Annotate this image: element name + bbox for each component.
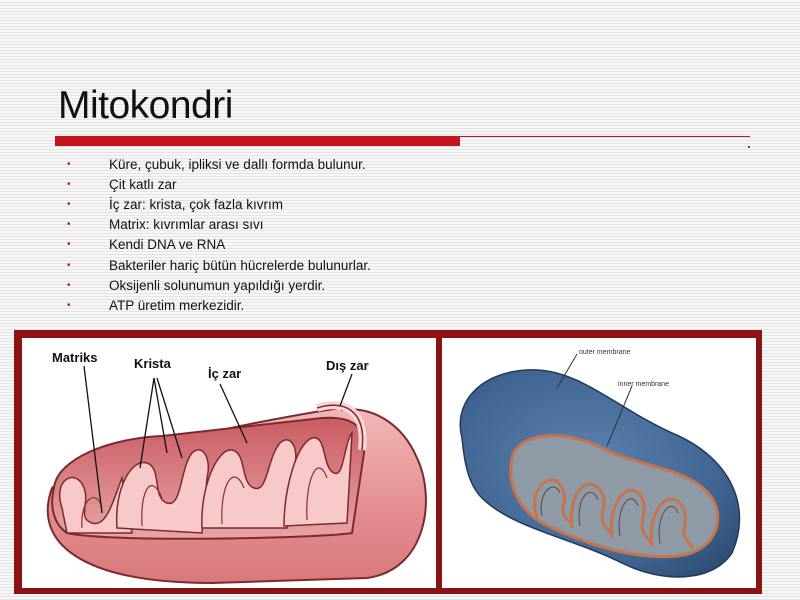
bullet-item xyxy=(62,194,371,214)
bullet-marker: • xyxy=(67,178,71,190)
bullet-item xyxy=(62,154,371,174)
bullet-marker: • xyxy=(67,259,71,271)
title-underline-thick xyxy=(55,137,460,146)
bullet-text: Matrix: kıvrımlar arası sıvı xyxy=(109,217,264,233)
label-ic-zar: İç zar xyxy=(208,366,242,381)
bullet-text: ATP üretim merkezidir. xyxy=(109,297,245,313)
rule-end-dot xyxy=(748,146,750,148)
label-matriks: Matriks xyxy=(52,350,98,365)
label-krista: Krista xyxy=(134,356,171,371)
mitochondrion-sketch xyxy=(442,338,756,588)
slide-title: Mitokondri xyxy=(58,84,233,127)
bullet-marker: • xyxy=(67,219,71,231)
mitochondrion-diagram-right xyxy=(442,338,756,588)
bullet-marker: • xyxy=(67,299,71,311)
bullet-text: Bakteriler hariç bütün hücrelerde bulunurlar. xyxy=(109,257,371,273)
bullet-text: Oksijenli solunumun yapıldığı yerdir. xyxy=(109,277,326,293)
mitochondrion-diagram-left xyxy=(22,338,436,588)
label-outer-membrane: outer membrane xyxy=(579,349,631,356)
bullet-marker: • xyxy=(67,239,71,251)
bullet-item xyxy=(62,215,371,235)
bullet-item xyxy=(62,255,371,275)
bullet-item xyxy=(62,174,371,194)
label-inner-membrane: inner membrane xyxy=(618,381,669,388)
bullet-text: Kendi DNA ve RNA xyxy=(109,237,226,253)
bullet-marker: • xyxy=(67,279,71,291)
bullet-list xyxy=(62,154,371,316)
bullet-item xyxy=(62,275,371,295)
bullet-item xyxy=(62,295,371,315)
bullet-text: Küre, çubuk, ipliksi ve dallı formda bulunur. xyxy=(109,156,366,172)
bullet-item xyxy=(62,235,371,255)
label-dis-zar: Dış zar xyxy=(326,358,369,373)
bullet-marker: • xyxy=(67,158,71,170)
bullet-marker: • xyxy=(67,198,71,210)
bullet-text: Çit katlı zar xyxy=(109,176,177,192)
bullet-text: İç zar: krista, çok fazla kıvrım xyxy=(109,196,284,212)
mitochondrion-illustration xyxy=(22,338,436,588)
